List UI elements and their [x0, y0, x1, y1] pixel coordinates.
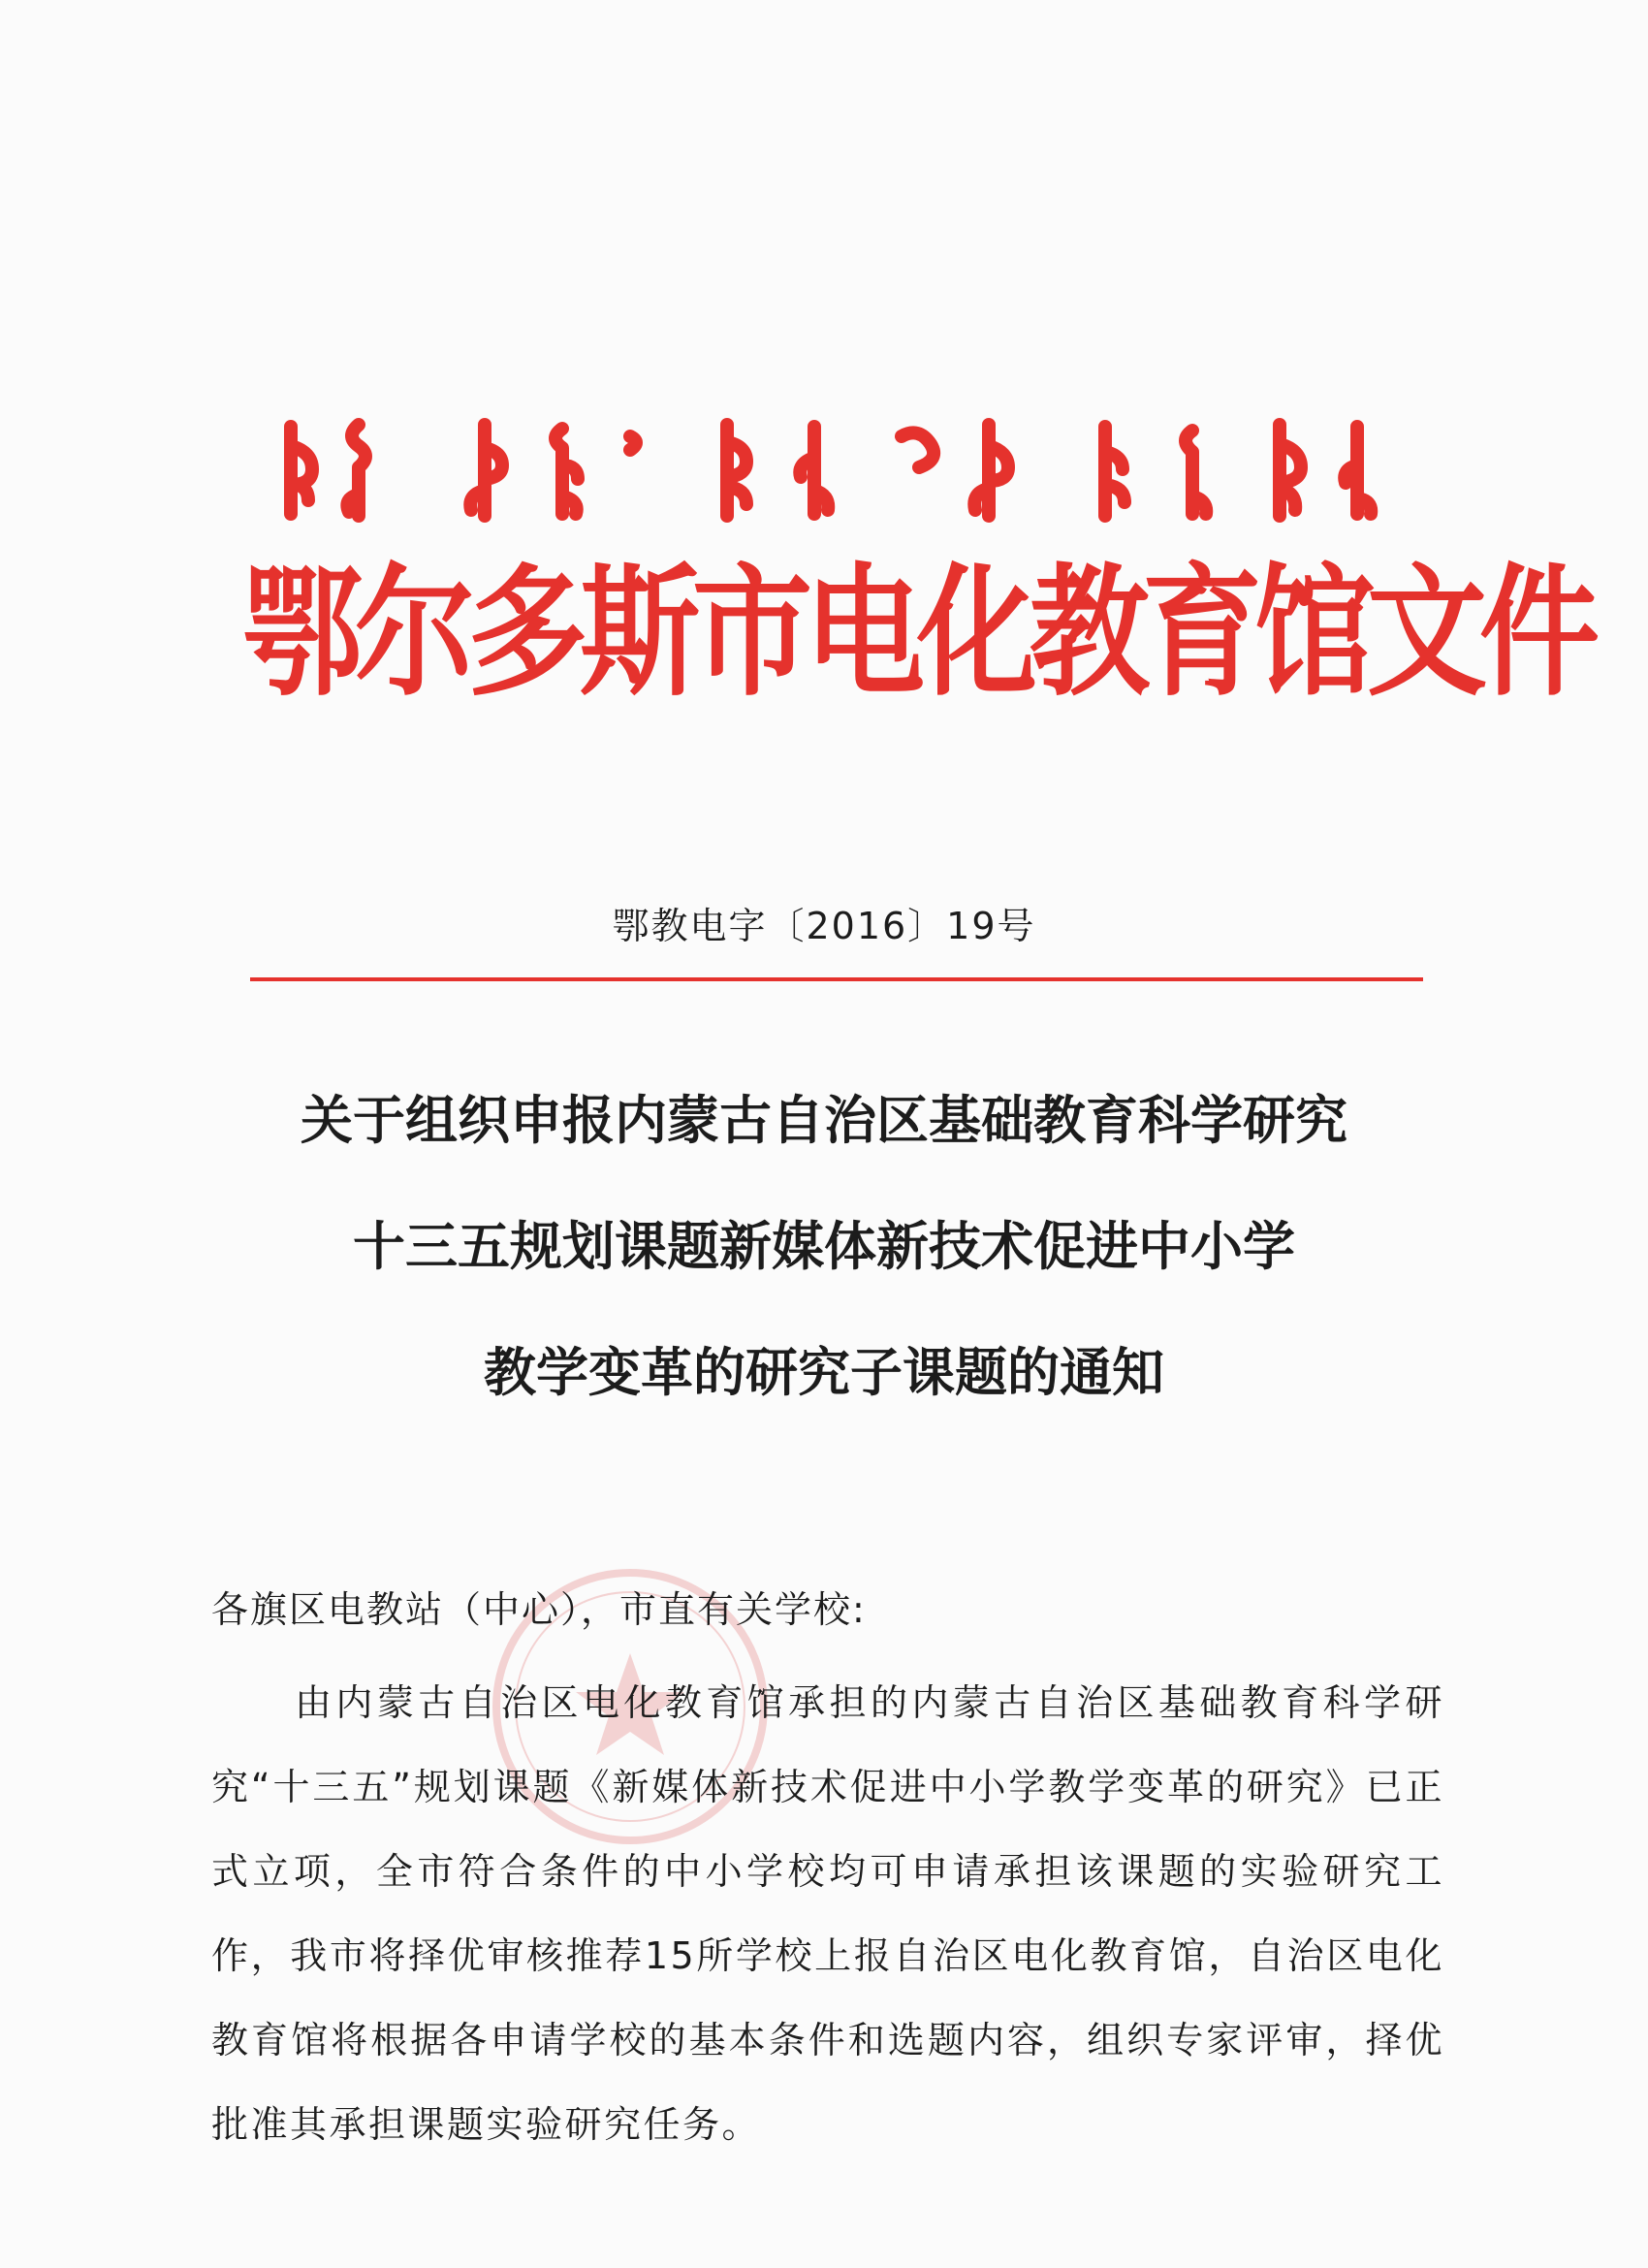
notice-title-line-2: 十三五规划课题新媒体新技术促进中小学: [353, 1215, 1295, 1277]
mongolian-script-logo: [271, 407, 1406, 533]
issuer-title: 鄂尔多斯市电化教育馆文件: [242, 550, 1593, 717]
red-divider-line: [250, 977, 1423, 981]
notice-title-line-1: 关于组织申报内蒙古自治区基础教育科学研究: [301, 1089, 1347, 1151]
mongolian-script-header: [271, 407, 1406, 533]
body-paragraph: 由内蒙古自治区电化教育馆承担的内蒙古自治区基础教育科学研究“十三五”规划课题《新媒体新技术促进中小学教学变革的研究》已正式立项，全市符合条件的中小学校均可申请承担该课题的实验研究工作，我市将择优审核推荐15所学校上报自治区电化教育馆，自治区电化教育馆将根据各申请学校的基本条件和选题内容，组织专家评审，择优批准其承担课题实验研究任务。: [211, 1681, 1444, 2146]
salutation: 各旗区电教站（中心），市直有关学校:: [211, 1588, 867, 1631]
document-number: 鄂教电字〔2016〕19号: [612, 905, 1036, 947]
notice-title-line-3: 教学变革的研究子课题的通知: [484, 1341, 1164, 1403]
